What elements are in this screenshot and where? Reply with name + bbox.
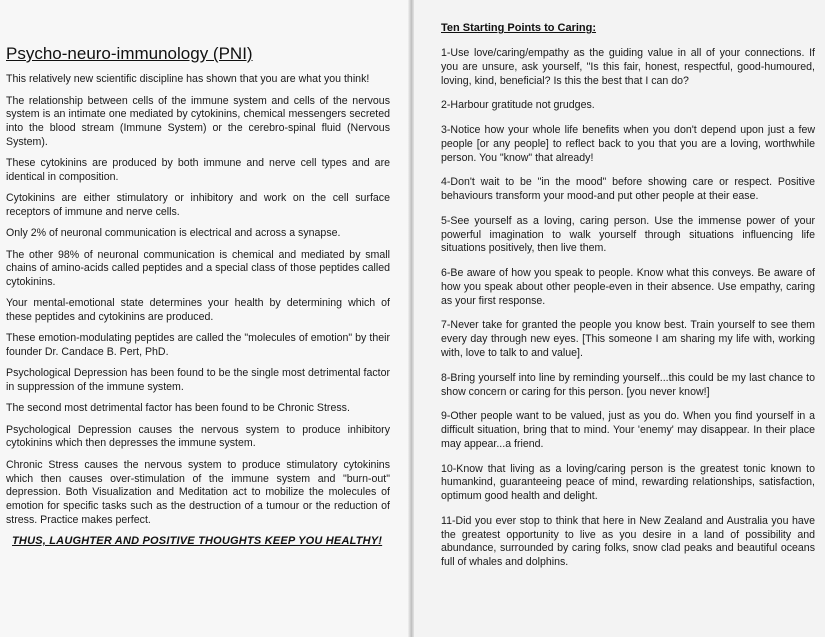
caring-point: 7-Never take for granted the people you know best. Train yourself to see them every day through new eyes. [This someone I am sharing my life with, working with, love to talk to and value]. [441,319,815,360]
caring-point: 4-Don't wait to be "in the mood" before showing care or respect. Positive behaviours transform your mood-and put other people at their ease. [441,176,815,203]
pni-title: Psycho-neuro-immunology (PNI) [6,44,253,63]
pni-paragraph: Psychological Depression has been found to be the single most detrimental factor in suppression of the immune system. [6,367,390,394]
pni-paragraph: Cytokinins are either stimulatory or inhibitory and work on the cell surface receptors of immune and nerve cells. [6,192,390,219]
pni-paragraph: Your mental-emotional state determines your health by determining which of these peptides and cytokinins are produced. [6,297,390,324]
caring-point: 10-Know that living as a loving/caring person is the greatest tonic known to humankind, guaranteeing peace of mind, rewarding relationships, satisfaction, optimum good health and delight. [441,462,815,503]
pni-paragraph: The other 98% of neuronal communication is chemical and mediated by small chains of amino-acids called peptides and a special class of those peptides called cytokinins. [6,248,390,289]
left-page [0,0,410,637]
slogan: THUS, LAUGHTER AND POSITIVE THOUGHTS KEEP YOU HEALTHY! [12,535,383,548]
caring-point: 3-Notice how your whole life benefits when you don't depend upon just a few people [or any people] to reflect back to you that you are a loving, worthwhile person. You "know" that already! [441,124,815,164]
caring-point: 6-Be aware of how you speak to people. Know what this conveys. Be aware of how you speak about other people-even in their absence. Use empathy, caring as your first response. [441,267,815,307]
pni-paragraph: These emotion-modulating peptides are called the "molecules of emotion" by their founder Dr. Candace B. Pert, PhD. [6,332,390,359]
pni-paragraph: Chronic Stress causes the nervous system to produce stimulatory cytokinins which then causes over-stimulation of the immune system and "burn-out" depression. Both Visualization and Meditation act to mobilize the molecules of emotion for specific tasks such as the destruction of a tumour or the reduction of stress. Practice makes perfect. [6,458,390,526]
pni-paragraph: These cytokinins are produced by both immune and nerve cell types and are identical in composition. [6,157,390,183]
caring-point: 2-Harbour gratitude not grudges. [441,99,595,112]
caring-point: 5-See yourself as a loving, caring person. Use the immense power of your powerful imagination to walk yourself through situations influencing life situations positively, then live them. [441,214,815,255]
pni-paragraph: Psychological Depression causes the nervous system to produce inhibitory cytokinins which then depresses the immune system. [6,423,390,450]
caring-point: 8-Bring yourself into line by reminding yourself...this could be my last chance to show concern or caring for this person. [you never know!] [441,371,815,398]
pni-paragraph: The relationship between cells of the immune system and cells of the nervous system is an intimate one mediated by cytokinins, chemical messengers secreted into the blood stream (Immune System) or the cerebro-spinal fluid (Nervous System). [6,94,390,148]
caring-point: 11-Did you ever stop to think that here in New Zealand and Australia you have the greatest opportunity to live as you desire in a land of possibility and abundance, surrounded by caring folks, snow clad peaks and beautiful oceans full of whales and dolphins. [441,514,815,569]
right-page [414,0,825,637]
caring-point: 9-Other people want to be valued, just as you do. When you find yourself in a difficult situation, bring that to mind. Your 'enemy' may disappear. In their place may appear...a friend. [441,410,815,450]
caring-point: 1-Use love/caring/empathy as the guiding value in all of your connections. If you are unsure, ask yourself, "Is this fair, honest, respectful, good-humoured, loving, kind, beneficial? Is this the best that I can do? [441,47,815,87]
caring-title: Ten Starting Points to Caring: [441,22,597,34]
pni-paragraph: Only 2% of neuronal communication is electrical and across a synapse. [6,227,341,240]
pni-paragraph: This relatively new scientific discipline has shown that you are what you think! [6,73,370,86]
pni-paragraph: The second most detrimental factor has been found to be Chronic Stress. [6,402,350,415]
